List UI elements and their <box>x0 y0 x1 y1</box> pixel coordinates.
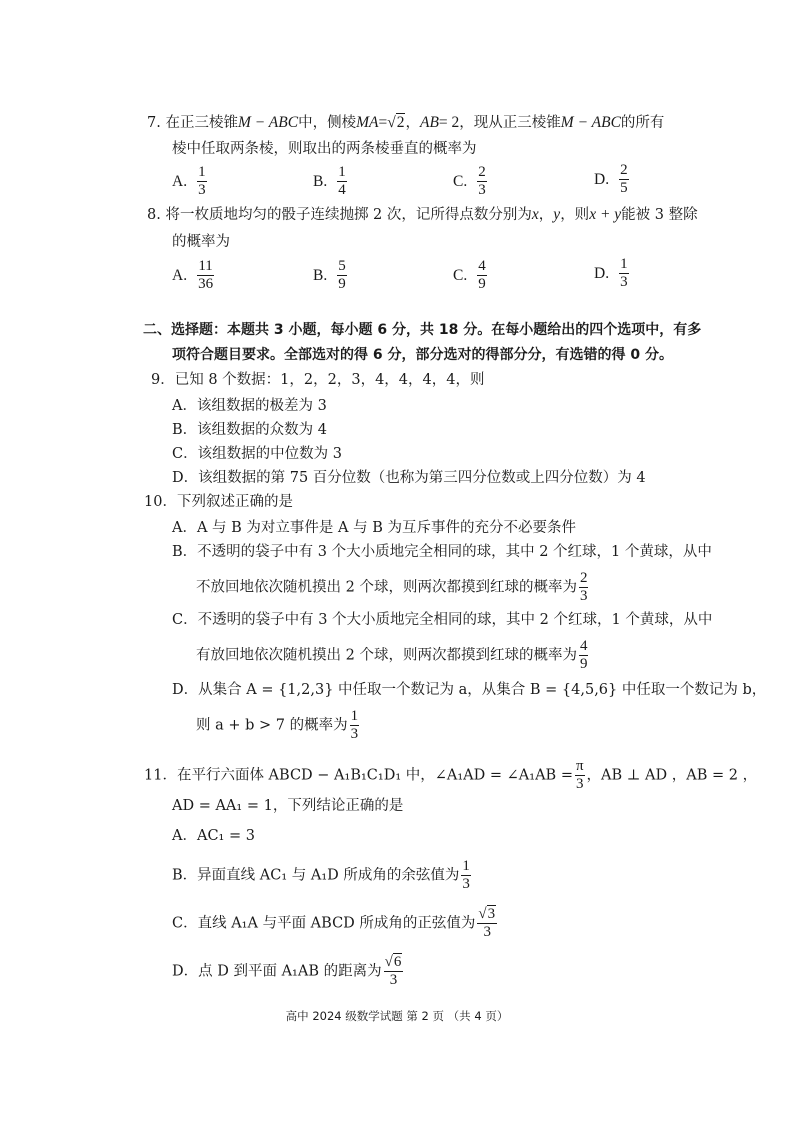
radicand: 6 <box>393 954 402 970</box>
q8-sep: ， <box>538 207 554 223</box>
fraction <box>384 954 404 989</box>
q10-option-c-line2 <box>196 638 590 673</box>
q10-option-b-line2 <box>196 570 590 605</box>
q10-d-text: 则 a + b > 7 的概率为 <box>196 717 348 734</box>
denominator: 9 <box>579 656 588 672</box>
q8-line1 <box>147 205 698 225</box>
q7-pyramid: M − ABC <box>560 114 621 131</box>
q7-option-a <box>172 164 209 199</box>
denominator: 3 <box>389 972 398 988</box>
option-label: A. <box>172 172 188 190</box>
numerator: 1 <box>462 858 470 874</box>
option-label: A. <box>172 266 188 284</box>
denominator: 3 <box>579 588 588 604</box>
numerator: √6 <box>384 954 402 970</box>
numerator: 2 <box>620 162 628 178</box>
q11-option-d <box>172 954 405 989</box>
q7-number: 7. <box>147 115 161 131</box>
q7-text: 在正三棱锥 <box>165 115 238 131</box>
q7-ma: MA <box>356 114 379 131</box>
q7-line1 <box>147 113 664 133</box>
q11-b-text: B．异面直线 AC₁ 与 A₁D 所成角的余弦值为 <box>172 867 460 884</box>
q7-ab-eq: = 2 <box>438 114 460 131</box>
fraction <box>477 258 487 293</box>
page-footer: 高中 2024 级数学试题 第 2 页 （共 4 页） <box>285 1009 509 1023</box>
q8-option-a <box>172 258 216 293</box>
q10-option-d-line2 <box>196 708 361 743</box>
q8-option-c <box>453 258 489 293</box>
fraction <box>197 164 207 199</box>
q7-sqrt: √2 <box>387 114 405 131</box>
q11-text: ，AB ⊥ AD ，AB = 2 ， <box>586 767 758 784</box>
q10-stem: 10．下列叙述正确的是 <box>144 494 293 510</box>
fraction <box>619 162 629 197</box>
numerator: 1 <box>620 256 628 272</box>
fraction <box>579 638 589 673</box>
q11-option-b <box>172 858 473 893</box>
fraction <box>477 164 487 199</box>
fraction <box>461 858 471 893</box>
radicand: 3 <box>487 906 496 922</box>
q8-expr: x + y <box>589 206 622 223</box>
option-label: C. <box>453 172 468 190</box>
q8-number: 8. <box>147 207 161 223</box>
q7-pyramid: M − ABC <box>237 114 299 131</box>
q10-c-text: 有放回地依次随机摸出 2 个球，则两次都摸到红球的概率为 <box>196 647 577 664</box>
numerator: 2 <box>579 570 588 586</box>
q8-line2: 的概率为 <box>172 234 230 250</box>
q9-option-d: D．该组数据的第 75 百分位数（也称为第三四分位数或上四分位数）为 4 <box>172 470 646 486</box>
option-label: D. <box>594 264 610 282</box>
q11-line1 <box>144 758 757 793</box>
q9-stem: 9．已知 8 个数据：1，2，2，3，4，4，4，4，则 <box>151 372 485 388</box>
fraction <box>337 258 347 293</box>
q8-text: ，则 <box>560 207 590 223</box>
fraction <box>477 906 497 941</box>
denominator: 3 <box>198 182 206 198</box>
q7-text: 中，侧棱 <box>298 115 357 131</box>
q8-y: y <box>553 206 561 223</box>
denominator: 3 <box>620 274 628 290</box>
denominator: 9 <box>338 276 346 292</box>
fraction <box>350 708 360 743</box>
numerator: π <box>575 758 584 774</box>
numerator: 11 <box>198 258 213 274</box>
q7-option-c <box>453 164 489 199</box>
section2-line2: 项符合题目要求。全部选对的得 6 分，部分选对的得部分分，有选错的得 0 分。 <box>172 347 673 363</box>
option-label: B. <box>313 172 328 190</box>
fraction <box>575 758 585 793</box>
q7-eq: = <box>378 114 388 131</box>
denominator: 9 <box>478 276 486 292</box>
q11-c-text: C．直线 A₁A 与平面 ABCD 所成角的正弦值为 <box>172 915 476 932</box>
option-label: B. <box>313 266 328 284</box>
q9-option-b: B．该组数据的众数为 4 <box>172 422 327 438</box>
denominator: 3 <box>350 726 359 742</box>
q10-option-a: A．A 与 B 为对立事件是 A 与 B 为互斥事件的充分不必要条件 <box>172 520 576 536</box>
fraction <box>197 258 214 293</box>
q7-line2: 棱中任取两条棱，则取出的两条棱垂直的概率为 <box>172 141 477 157</box>
q8-option-b <box>313 258 349 293</box>
numerator: 1 <box>198 164 206 180</box>
denominator: 3 <box>462 876 470 892</box>
q10-option-c-line1: C．不透明的袋子中有 3 个大小质地完全相同的球，其中 2 个红球，1 个黄球，从中 <box>172 612 713 628</box>
q11-d-text: D．点 D 到平面 A₁AB 的距离为 <box>172 963 382 980</box>
q7-ab: AB <box>419 114 439 131</box>
q10-b-text: 不放回地依次随机摸出 2 个球，则两次都摸到红球的概率为 <box>196 579 577 596</box>
numerator: 5 <box>338 258 346 274</box>
numerator: 1 <box>350 708 359 724</box>
denominator: 36 <box>198 276 214 292</box>
q8-text: 能被 3 整除 <box>621 207 698 223</box>
denominator: 3 <box>478 182 486 198</box>
option-label: C. <box>453 266 468 284</box>
q11-option-c <box>172 906 499 941</box>
q11-text: 11．在平行六面体 ABCD − A₁B₁C₁D₁ 中，∠A₁AD = ∠A₁AB = <box>144 767 573 784</box>
q7-text: 的所有 <box>620 115 665 131</box>
denominator: 3 <box>483 924 492 940</box>
q11-line2: AD = AA₁ = 1，下列结论正确的是 <box>172 798 404 814</box>
q9-option-a: A．该组数据的极差为 3 <box>172 398 327 414</box>
q9-option-c: C．该组数据的中位数为 3 <box>172 446 342 462</box>
numerator: √3 <box>478 906 496 922</box>
q10-option-b-line1: B．不透明的袋子中有 3 个大小质地完全相同的球，其中 2 个红球，1 个黄球，从中 <box>172 544 712 560</box>
q7-option-d <box>594 162 631 197</box>
option-label: D. <box>594 170 610 188</box>
denominator: 5 <box>620 180 628 196</box>
q10-option-d-line1: D．从集合 A = {1,2,3} 中任取一个数记为 a，从集合 B = {4,5,6} 中任取一个数记为 b， <box>172 682 767 698</box>
q8-option-d <box>594 256 631 291</box>
q8-text: 将一枚质地均匀的骰子连续抛掷 2 次，记所得点数分别为 <box>165 207 532 223</box>
fraction <box>579 570 589 605</box>
q7-text: ，现从正三棱锥 <box>459 115 561 131</box>
numerator: 2 <box>478 164 486 180</box>
q7-option-b <box>313 164 349 199</box>
numerator: 1 <box>338 164 346 180</box>
numerator: 4 <box>579 638 588 654</box>
numerator: 4 <box>478 258 486 274</box>
q7-comma: ， <box>405 115 420 131</box>
q8-x: x <box>531 206 539 223</box>
q11-option-a: A．AC₁ = 3 <box>172 828 255 844</box>
denominator: 4 <box>338 182 346 198</box>
section2-line1: 二、选择题：本题共 3 小题，每小题 6 分，共 18 分。在每小题给出的四个选项中，有多 <box>143 322 702 338</box>
fraction <box>337 164 347 199</box>
denominator: 3 <box>576 776 584 792</box>
fraction <box>619 256 629 291</box>
q7-sqrt-arg: 2 <box>396 114 405 131</box>
